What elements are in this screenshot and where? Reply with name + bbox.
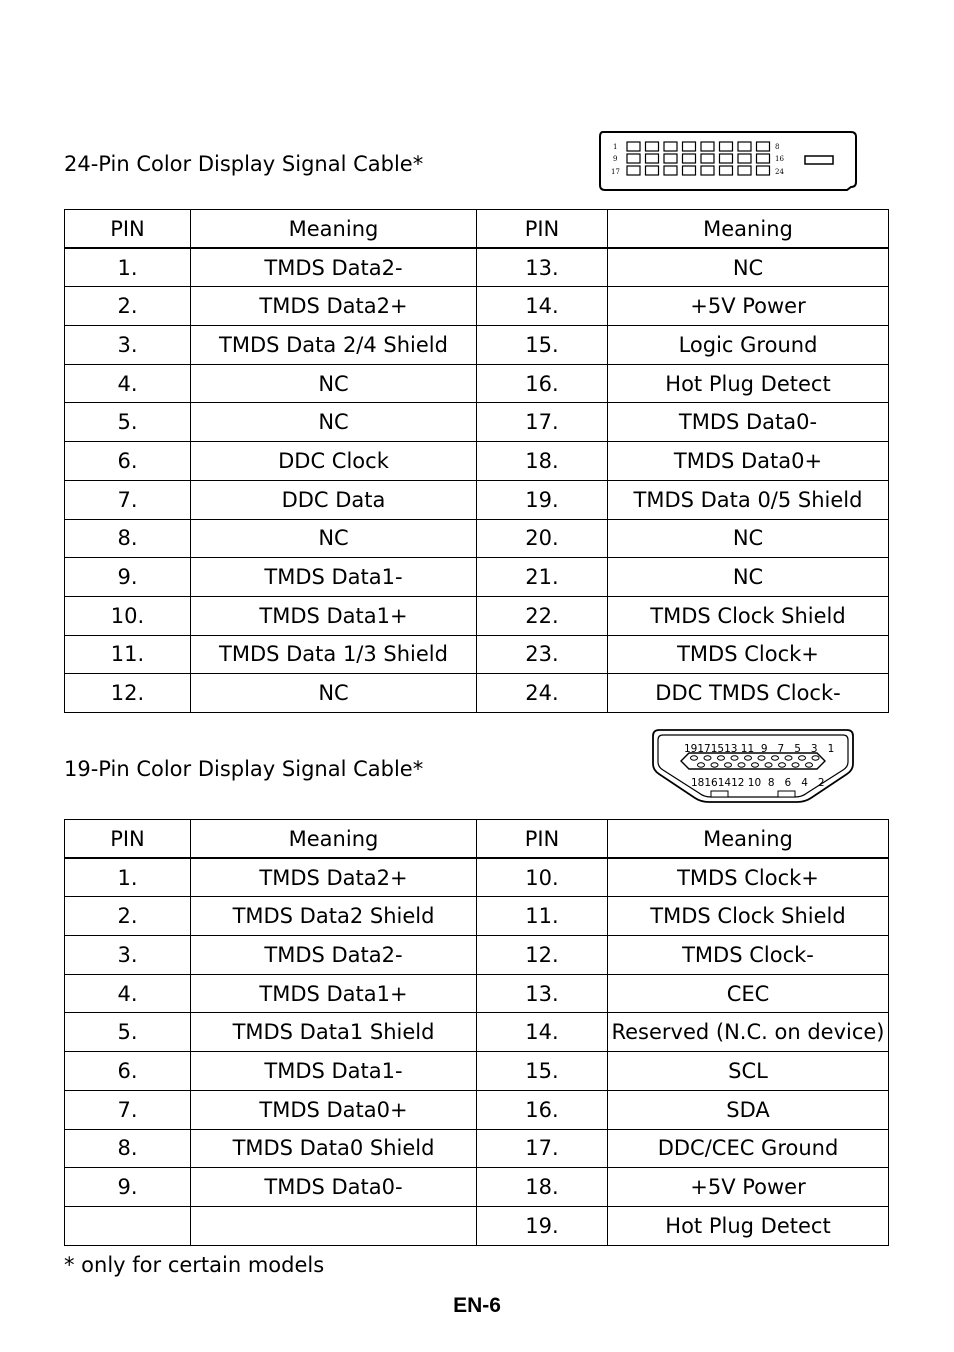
hdmi-even-pin-labels: 18161412 10 8 6 4 2 bbox=[691, 777, 825, 789]
pin-cell: 9. bbox=[65, 558, 191, 597]
table-row bbox=[65, 1013, 889, 1052]
pin-cell: 16. bbox=[477, 364, 608, 403]
meaning-cell: Logic Ground bbox=[608, 326, 889, 365]
dvi-pin bbox=[646, 166, 659, 175]
pin-cell: 7. bbox=[65, 1090, 191, 1129]
pin-cell: 24. bbox=[477, 674, 608, 713]
dvi-pin-label-9: 9 bbox=[613, 155, 618, 163]
meaning-cell: TMDS Clock Shield bbox=[608, 596, 889, 635]
hdmi-pin bbox=[758, 756, 765, 760]
meaning-cell: TMDS Clock+ bbox=[608, 858, 889, 897]
meaning-cell: DDC/CEC Ground bbox=[608, 1129, 889, 1168]
hdmi-odd-pin-labels: 19171513 11 9 7 5 3 1 bbox=[684, 743, 835, 755]
meaning-cell: TMDS Data0- bbox=[608, 403, 889, 442]
pin-cell: 11. bbox=[477, 897, 608, 936]
pin-cell: 12. bbox=[477, 936, 608, 975]
pin-cell: 20. bbox=[477, 519, 608, 558]
table-row bbox=[65, 558, 889, 597]
hdmi-table-title: 19-Pin Color Display Signal Cable* bbox=[64, 757, 424, 781]
table-row bbox=[65, 974, 889, 1013]
meaning-cell: TMDS Data0 Shield bbox=[191, 1129, 477, 1168]
meaning-cell: TMDS Clock- bbox=[608, 936, 889, 975]
dvi-pin-label-24: 24 bbox=[775, 168, 784, 176]
dvi-pin bbox=[627, 166, 640, 175]
meaning-cell: NC bbox=[608, 248, 889, 287]
dvi-pin bbox=[720, 166, 733, 175]
hdmi-pin bbox=[752, 763, 759, 767]
pin-cell: 21. bbox=[477, 558, 608, 597]
dvi-pin bbox=[757, 142, 770, 151]
table-row bbox=[65, 1206, 889, 1245]
dvi-pin-label-16: 16 bbox=[775, 155, 784, 163]
hdmi-pin bbox=[765, 763, 772, 767]
column-header-meaning: Meaning bbox=[608, 820, 889, 859]
meaning-cell: NC bbox=[191, 674, 477, 713]
dvi-pin bbox=[683, 142, 696, 151]
pin-cell: 4. bbox=[65, 364, 191, 403]
dvi-pin bbox=[738, 154, 751, 163]
meaning-cell: NC bbox=[191, 519, 477, 558]
dvi-pin bbox=[701, 154, 714, 163]
pin-cell: 17. bbox=[477, 403, 608, 442]
pin-cell: 23. bbox=[477, 635, 608, 674]
dvi-pin bbox=[720, 154, 733, 163]
pin-cell: 13. bbox=[477, 248, 608, 287]
pin-cell: 7. bbox=[65, 480, 191, 519]
dvi-table-title: 24-Pin Color Display Signal Cable* bbox=[64, 152, 424, 176]
pin-cell: 15. bbox=[477, 1052, 608, 1091]
meaning-cell: TMDS Data2 Shield bbox=[191, 897, 477, 936]
table-row bbox=[65, 1090, 889, 1129]
hdmi-pin bbox=[698, 763, 705, 767]
pin-cell: 22. bbox=[477, 596, 608, 635]
meaning-cell: Reserved (N.C. on device) bbox=[608, 1013, 889, 1052]
pin-cell: 8. bbox=[65, 1129, 191, 1168]
pin-cell: 16. bbox=[477, 1090, 608, 1129]
dvi-pin bbox=[683, 166, 696, 175]
meaning-cell: DDC Data bbox=[191, 480, 477, 519]
table-row bbox=[65, 897, 889, 936]
table-header-row bbox=[65, 820, 889, 859]
pin-cell: 12. bbox=[65, 674, 191, 713]
pin-cell: 2. bbox=[65, 897, 191, 936]
pin-cell: 3. bbox=[65, 326, 191, 365]
hdmi-pin bbox=[718, 756, 725, 760]
table-row bbox=[65, 1129, 889, 1168]
dvi-pin bbox=[664, 166, 677, 175]
hdmi-pin bbox=[792, 763, 799, 767]
meaning-cell: TMDS Data2+ bbox=[191, 858, 477, 897]
hdmi-connector-icon bbox=[651, 728, 855, 804]
hdmi-pin bbox=[799, 756, 806, 760]
dvi-connector-icon bbox=[597, 130, 859, 192]
hdmi-pin bbox=[704, 756, 711, 760]
column-header-pin: PIN bbox=[65, 210, 191, 249]
meaning-cell: TMDS Data0+ bbox=[191, 1090, 477, 1129]
pin-cell: 15. bbox=[477, 326, 608, 365]
table-row bbox=[65, 403, 889, 442]
table-row bbox=[65, 442, 889, 481]
meaning-cell: Hot Plug Detect bbox=[608, 364, 889, 403]
table-row bbox=[65, 1052, 889, 1091]
hdmi-pin bbox=[785, 756, 792, 760]
table-row bbox=[65, 858, 889, 897]
hdmi-pin bbox=[691, 756, 698, 760]
hdmi-pin bbox=[725, 763, 732, 767]
meaning-cell: +5V Power bbox=[608, 287, 889, 326]
meaning-cell: TMDS Data 0/5 Shield bbox=[608, 480, 889, 519]
column-header-meaning: Meaning bbox=[191, 820, 477, 859]
meaning-cell: TMDS Data2- bbox=[191, 936, 477, 975]
pin-cell: 14. bbox=[477, 1013, 608, 1052]
pin-cell: 1. bbox=[65, 248, 191, 287]
dvi-pin bbox=[738, 166, 751, 175]
hdmi-pin bbox=[711, 763, 718, 767]
pin-cell: 19. bbox=[477, 1206, 608, 1245]
meaning-cell: CEC bbox=[608, 974, 889, 1013]
footnote: * only for certain models bbox=[64, 1253, 325, 1277]
pin-cell: 13. bbox=[477, 974, 608, 1013]
table-row bbox=[65, 364, 889, 403]
hdmi-pin bbox=[738, 763, 745, 767]
column-header-meaning: Meaning bbox=[191, 210, 477, 249]
pin-cell bbox=[65, 1206, 191, 1245]
dvi-pin bbox=[664, 154, 677, 163]
pin-cell: 18. bbox=[477, 1168, 608, 1207]
hdmi-pin-table bbox=[64, 819, 889, 1246]
pin-cell: 9. bbox=[65, 1168, 191, 1207]
hdmi-pin bbox=[806, 763, 813, 767]
pin-cell: 10. bbox=[65, 596, 191, 635]
dvi-pin bbox=[701, 166, 714, 175]
dvi-pin-label-8: 8 bbox=[775, 143, 780, 151]
table-row bbox=[65, 326, 889, 365]
meaning-cell: TMDS Data1- bbox=[191, 558, 477, 597]
meaning-cell: DDC TMDS Clock- bbox=[608, 674, 889, 713]
meaning-cell: TMDS Data0- bbox=[191, 1168, 477, 1207]
hdmi-pin bbox=[779, 763, 786, 767]
meaning-cell: NC bbox=[608, 519, 889, 558]
meaning-cell: NC bbox=[191, 364, 477, 403]
dvi-pin bbox=[627, 154, 640, 163]
dvi-pin-label-17: 17 bbox=[611, 168, 620, 176]
dvi-pin bbox=[757, 154, 770, 163]
table-row bbox=[65, 635, 889, 674]
pin-cell: 19. bbox=[477, 480, 608, 519]
pin-cell: 8. bbox=[65, 519, 191, 558]
meaning-cell: TMDS Data1+ bbox=[191, 596, 477, 635]
meaning-cell bbox=[191, 1206, 477, 1245]
dvi-pin bbox=[664, 142, 677, 151]
pin-cell: 6. bbox=[65, 1052, 191, 1091]
pin-cell: 10. bbox=[477, 858, 608, 897]
table-row bbox=[65, 480, 889, 519]
meaning-cell: TMDS Data0+ bbox=[608, 442, 889, 481]
dvi-pin-table bbox=[64, 209, 889, 713]
meaning-cell: TMDS Data1- bbox=[191, 1052, 477, 1091]
pin-cell: 3. bbox=[65, 936, 191, 975]
meaning-cell: TMDS Data 2/4 Shield bbox=[191, 326, 477, 365]
meaning-cell: TMDS Data2- bbox=[191, 248, 477, 287]
table-row bbox=[65, 936, 889, 975]
meaning-cell: Hot Plug Detect bbox=[608, 1206, 889, 1245]
pin-cell: 5. bbox=[65, 403, 191, 442]
column-header-pin: PIN bbox=[65, 820, 191, 859]
pin-cell: 17. bbox=[477, 1129, 608, 1168]
hdmi-pin bbox=[731, 756, 738, 760]
meaning-cell: TMDS Clock+ bbox=[608, 635, 889, 674]
table-row bbox=[65, 248, 889, 287]
pin-cell: 4. bbox=[65, 974, 191, 1013]
meaning-cell: DDC Clock bbox=[191, 442, 477, 481]
dvi-pin bbox=[757, 166, 770, 175]
table-row bbox=[65, 519, 889, 558]
dvi-pin bbox=[720, 142, 733, 151]
table-header-row bbox=[65, 210, 889, 249]
pin-cell: 1. bbox=[65, 858, 191, 897]
meaning-cell: NC bbox=[608, 558, 889, 597]
pin-cell: 14. bbox=[477, 287, 608, 326]
pin-cell: 2. bbox=[65, 287, 191, 326]
dvi-pin bbox=[683, 154, 696, 163]
meaning-cell: +5V Power bbox=[608, 1168, 889, 1207]
pin-cell: 6. bbox=[65, 442, 191, 481]
dvi-pin bbox=[627, 142, 640, 151]
page-number: EN-6 bbox=[453, 1294, 501, 1317]
meaning-cell: TMDS Data2+ bbox=[191, 287, 477, 326]
hdmi-pin bbox=[812, 756, 819, 760]
dvi-pin bbox=[738, 142, 751, 151]
meaning-cell: SDA bbox=[608, 1090, 889, 1129]
pin-cell: 11. bbox=[65, 635, 191, 674]
meaning-cell: TMDS Data 1/3 Shield bbox=[191, 635, 477, 674]
meaning-cell: SCL bbox=[608, 1052, 889, 1091]
column-header-pin: PIN bbox=[477, 210, 608, 249]
table-row bbox=[65, 1168, 889, 1207]
table-row bbox=[65, 674, 889, 713]
column-header-meaning: Meaning bbox=[608, 210, 889, 249]
hdmi-pin bbox=[772, 756, 779, 760]
table-row bbox=[65, 596, 889, 635]
dvi-pin bbox=[646, 142, 659, 151]
dvi-pin-label-1: 1 bbox=[613, 143, 618, 151]
pin-cell: 18. bbox=[477, 442, 608, 481]
hdmi-pin bbox=[745, 756, 752, 760]
meaning-cell: NC bbox=[191, 403, 477, 442]
meaning-cell: TMDS Clock Shield bbox=[608, 897, 889, 936]
meaning-cell: TMDS Data1 Shield bbox=[191, 1013, 477, 1052]
column-header-pin: PIN bbox=[477, 820, 608, 859]
meaning-cell: TMDS Data1+ bbox=[191, 974, 477, 1013]
dvi-pin bbox=[646, 154, 659, 163]
pin-cell: 5. bbox=[65, 1013, 191, 1052]
dvi-pin bbox=[701, 142, 714, 151]
table-row bbox=[65, 287, 889, 326]
